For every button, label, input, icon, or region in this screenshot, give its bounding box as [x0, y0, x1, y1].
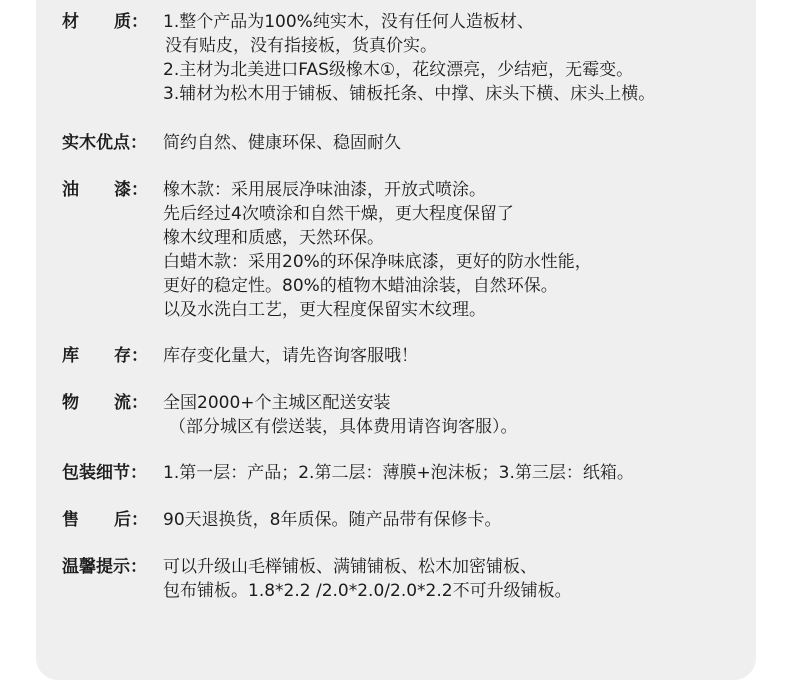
content-line: （部分城区有偿送装，具体费用请咨询客服）。 — [169, 417, 518, 437]
content-line: 1.第一层：产品；2.第二层：薄膜+泡沫板；3.第三层：纸箱。 — [163, 463, 634, 483]
content-line: 更好的稳定性。80%的植物木蜡油涂装，自然环保。 — [163, 276, 558, 296]
section-content — [163, 178, 763, 322]
section-label — [62, 10, 148, 34]
section-content — [163, 555, 763, 603]
label-char: 流： — [114, 393, 148, 413]
label-char: 库 — [62, 346, 79, 366]
content-line: 可以升级山毛榉铺板、满铺铺板、松木加密铺板、 — [163, 557, 537, 577]
content-line: 白蜡木款：采用20%的环保净味底漆，更好的防水性能， — [163, 252, 592, 272]
section-content — [163, 461, 763, 485]
content-line: 简约自然、健康环保、稳固耐久 — [163, 133, 401, 153]
label-char: 质： — [114, 12, 148, 32]
content-line: 橡木款：采用展辰净味油漆，开放式喷涂。 — [163, 180, 486, 200]
content-line: 3.辅材为松木用于铺板、铺板托条、中撑、床头下横、床头上横。 — [163, 84, 656, 104]
content-line: 1.整个产品为100%纯实木，没有任何人造板材、 — [163, 12, 534, 32]
label-char: 后： — [114, 510, 148, 530]
section-label: 包装细节： — [62, 463, 147, 483]
section-content — [163, 344, 763, 368]
section-content — [163, 391, 763, 439]
label-char: 售 — [62, 510, 79, 530]
content-line: 全国2000+个主城区配送安装 — [163, 393, 391, 413]
section-content — [163, 508, 763, 532]
label-char: 材 — [62, 12, 79, 32]
label-char: 物 — [62, 393, 79, 413]
label-char: 存： — [114, 346, 148, 366]
content-line: 2.主材为北美进口FAS级橡木①，花纹漂亮，少结疤，无霉变。 — [163, 60, 634, 80]
content-line: 以及水洗白工艺，更大程度保留实木纹理。 — [163, 300, 486, 320]
section-label — [62, 508, 148, 532]
label-char: 油 — [62, 180, 79, 200]
section-label — [62, 391, 148, 415]
section-label: 实木优点： — [62, 133, 147, 153]
content-line: 橡木纹理和质感，天然环保。 — [163, 228, 384, 248]
content-line: 90天退换货，8年质保。随产品带有保修卡。 — [163, 510, 502, 530]
content-line: 库存变化量大，请先咨询客服哦！ — [163, 346, 418, 366]
content-line: 包布铺板。1.8*2.2 /2.0*2.0/2.0*2.2不可升级铺板。 — [163, 581, 572, 601]
section-content — [163, 10, 763, 106]
section-label: 温馨提示： — [62, 557, 147, 577]
content-line: 没有贴皮，没有指接板，货真价实。 — [165, 36, 437, 56]
section-label — [62, 178, 148, 202]
section-content — [163, 131, 763, 155]
section-label — [62, 344, 148, 368]
label-char: 漆： — [114, 180, 148, 200]
content-line: 先后经过4次喷涂和自然干燥，更大程度保留了 — [163, 204, 514, 224]
